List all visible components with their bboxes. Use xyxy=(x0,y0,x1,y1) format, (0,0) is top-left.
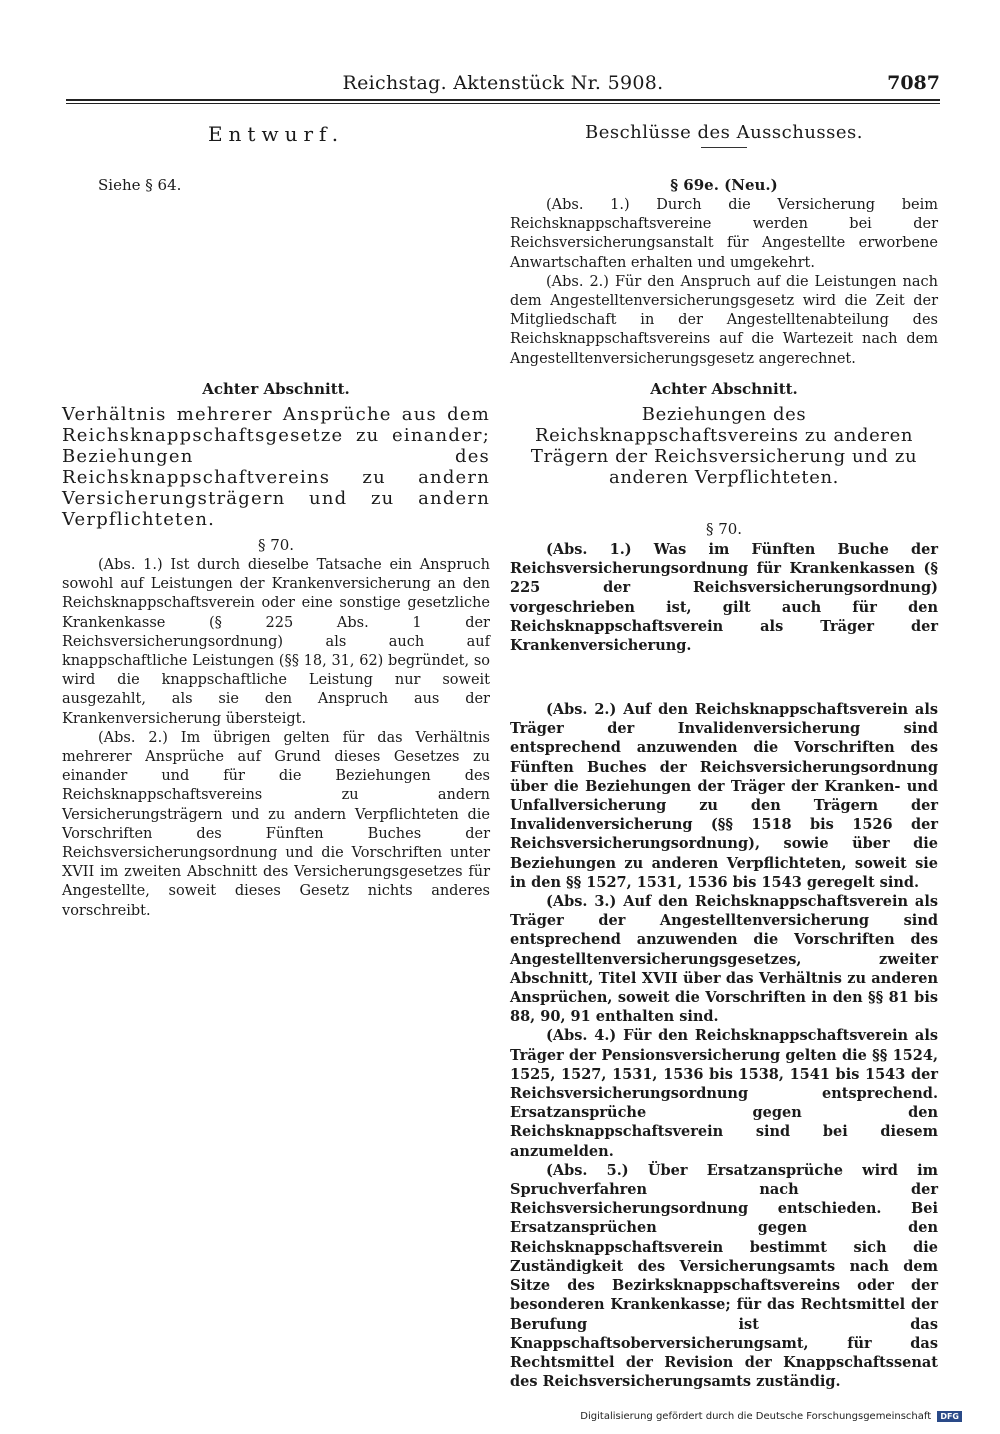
footer xyxy=(580,1411,962,1422)
left-siehe-block xyxy=(62,176,490,195)
right-section-69e: § 69e. (Neu.) xyxy=(670,176,778,194)
footer-text: Digitalisierung gefördert durch die Deutsche Forschungsgemeinschaft xyxy=(580,1411,932,1422)
right-70-abs5: (Abs. 5.) Über Ersatzansprüche wird im Spruchverfahren nach der Reichsversicherungsordnung entschieden. Bei Ersatzansprüchen gegen den Reichsknappschaftsverein bestimmt sich die Zuständigkeit des Versicherungsamts nach dem Sitze des Bezirksknappschaftsvereins oder der besonderen Krankenkasse; für das Rechtsmittel der Berufung ist das Knappschaftsoberversicherungsamt, für das Rechtsmittel der Revision der Knappschaftssenat des Reichsversicherungsamts zuständig. xyxy=(510,1161,938,1391)
right-section-70: § 70. xyxy=(705,520,743,538)
left-abschnitt: Achter Abschnitt. xyxy=(202,380,350,398)
left-column-title-block xyxy=(62,122,490,146)
left-heading: Verhältnis mehrerer Ansprüche aus dem Reichsknappschaftsgesetze zu einander; Beziehungen des Reichsknappschaftvereins zu andern Versicherungsträgern und zu andern Verpflichteten. xyxy=(62,404,490,530)
right-title-rule xyxy=(701,147,747,148)
dfg-logo: DFG xyxy=(937,1411,962,1422)
right-70-abs3: (Abs. 3.) Auf den Reichsknappschaftsverein als Träger der Angestelltenversicherung sind entsprechend anzuwenden die Vorschriften des Angestelltenversicherungsgesetzes, zweiter Abschnitt, Titel XVII über das Verhältnis zu anderen Ansprüchen, soweit die Vorschriften in den §§ 81 bis 88, 90, 91 enthalten sind. xyxy=(510,893,938,1026)
left-abs1: (Abs. 1.) Ist durch dieselbe Tatsache ein Anspruch sowohl auf Leistungen der Krankenversicherung an den Reichsknappschaftsverein oder eine sonstige gesetzliche Krankenkasse (§ 225 Abs. 1 der Reichsversicherungsordnung) als auch auf knappschaftliche Leistungen (§§ 18, 31, 62) begründet, so wird die knappschaftliche Leistung nur soweit ausgezahlt, als sie den Anspruch aus der Krankenversicherung übersteigt. xyxy=(62,557,490,727)
page-number: 7087 xyxy=(887,72,940,94)
left-abschnitt-block xyxy=(62,380,490,921)
left-abs2: (Abs. 2.) Im übrigen gelten für das Verhältnis mehrerer Ansprüche auf Grund dieses Gesetzes zu einander und für die Beziehungen des Reichsknappschaftsvereins zu andern Versicherungsträgern und zu andern Verpflichteten die Vorschriften des Fünften Buches der Reichsversicherungsordnung und die Vorschriften unter XVII im zweiten Abschnitt des Versicherungsgesetzes für Angestellte, soweit dieses Gesetz nichts anderes vorschreibt. xyxy=(62,729,490,919)
right-column-title: Beschlüsse des Ausschusses. xyxy=(584,122,864,143)
right-70-rest-block xyxy=(510,700,938,1391)
header-title: Reichstag. Aktenstück Nr. 5908. xyxy=(342,72,664,94)
left-column-title: Entwurf. xyxy=(207,122,345,146)
right-69e-abs2: (Abs. 2.) Für den Anspruch auf die Leistungen nach dem Angestelltenversicherungsgesetz wird die Zeit der Mitgliedschaft in der Angestelltenabteilung des Reichsknappschaftsvereins auf die Wartezeit nach dem Angestelltenversicherungsgesetz angerechnet. xyxy=(510,273,938,367)
page-header xyxy=(66,72,940,100)
right-abschnitt-block xyxy=(510,380,938,488)
right-abschnitt: Achter Abschnitt. xyxy=(650,380,798,398)
header-rule-thin xyxy=(66,103,940,104)
header-rule xyxy=(66,99,940,101)
right-70-abs2: (Abs. 2.) Auf den Reichsknappschaftsverein als Träger der Invalidenversicherung sind entsprechend anzuwenden die Vorschriften des Fünften Buches der Reichsversicherungsordnung über die Beziehungen der Träger der Kranken- und Unfallversicherung zu den Trägern der Invalidenversicherung (§§ 1518 bis 1526 der Reichsversicherungsordnung), sowie über die Beziehungen zu anderen Verpflichteten, soweit sie in den §§ 1527, 1531, 1536 bis 1543 geregelt sind. xyxy=(510,701,938,891)
right-70-abs1: (Abs. 1.) Was im Fünften Buche der Reichsversicherungsordnung für Krankenkassen (§ 225 der Reichsversicherungsordnung) vorgeschrieben ist, gilt auch für den Reichsknappschaftsverein als Träger der Krankenversicherung. xyxy=(510,541,938,655)
left-siehe: Siehe § 64. xyxy=(98,176,182,194)
right-69e-abs1: (Abs. 1.) Durch die Versicherung beim Reichsknappschaftsvereine werden bei der Reichsversicherungsanstalt für Angestellte erworbene Anwartschaften erhalten und umgekehrt. xyxy=(510,197,938,271)
left-section-70: § 70. xyxy=(257,536,295,554)
right-70-abs4: (Abs. 4.) Für den Reichsknappschaftsverein als Träger der Pensionsversicherung gelten die §§ 1524, 1525, 1527, 1531, 1536 bis 1538, 1541 bis 1543 der Reichsversicherungsordnung entsprechend. Ersatzansprüche gegen den Reichsknappschaftsverein sind bei diesem anzumelden. xyxy=(510,1027,938,1160)
right-column-title-block xyxy=(510,122,938,148)
right-69e-block xyxy=(510,176,938,369)
right-70-block xyxy=(510,520,938,655)
right-heading: Beziehungen des Reichsknappschaftsvereins zu anderen Trägern der Reichsversicherung und zu anderen Verpflichteten. xyxy=(530,404,918,488)
